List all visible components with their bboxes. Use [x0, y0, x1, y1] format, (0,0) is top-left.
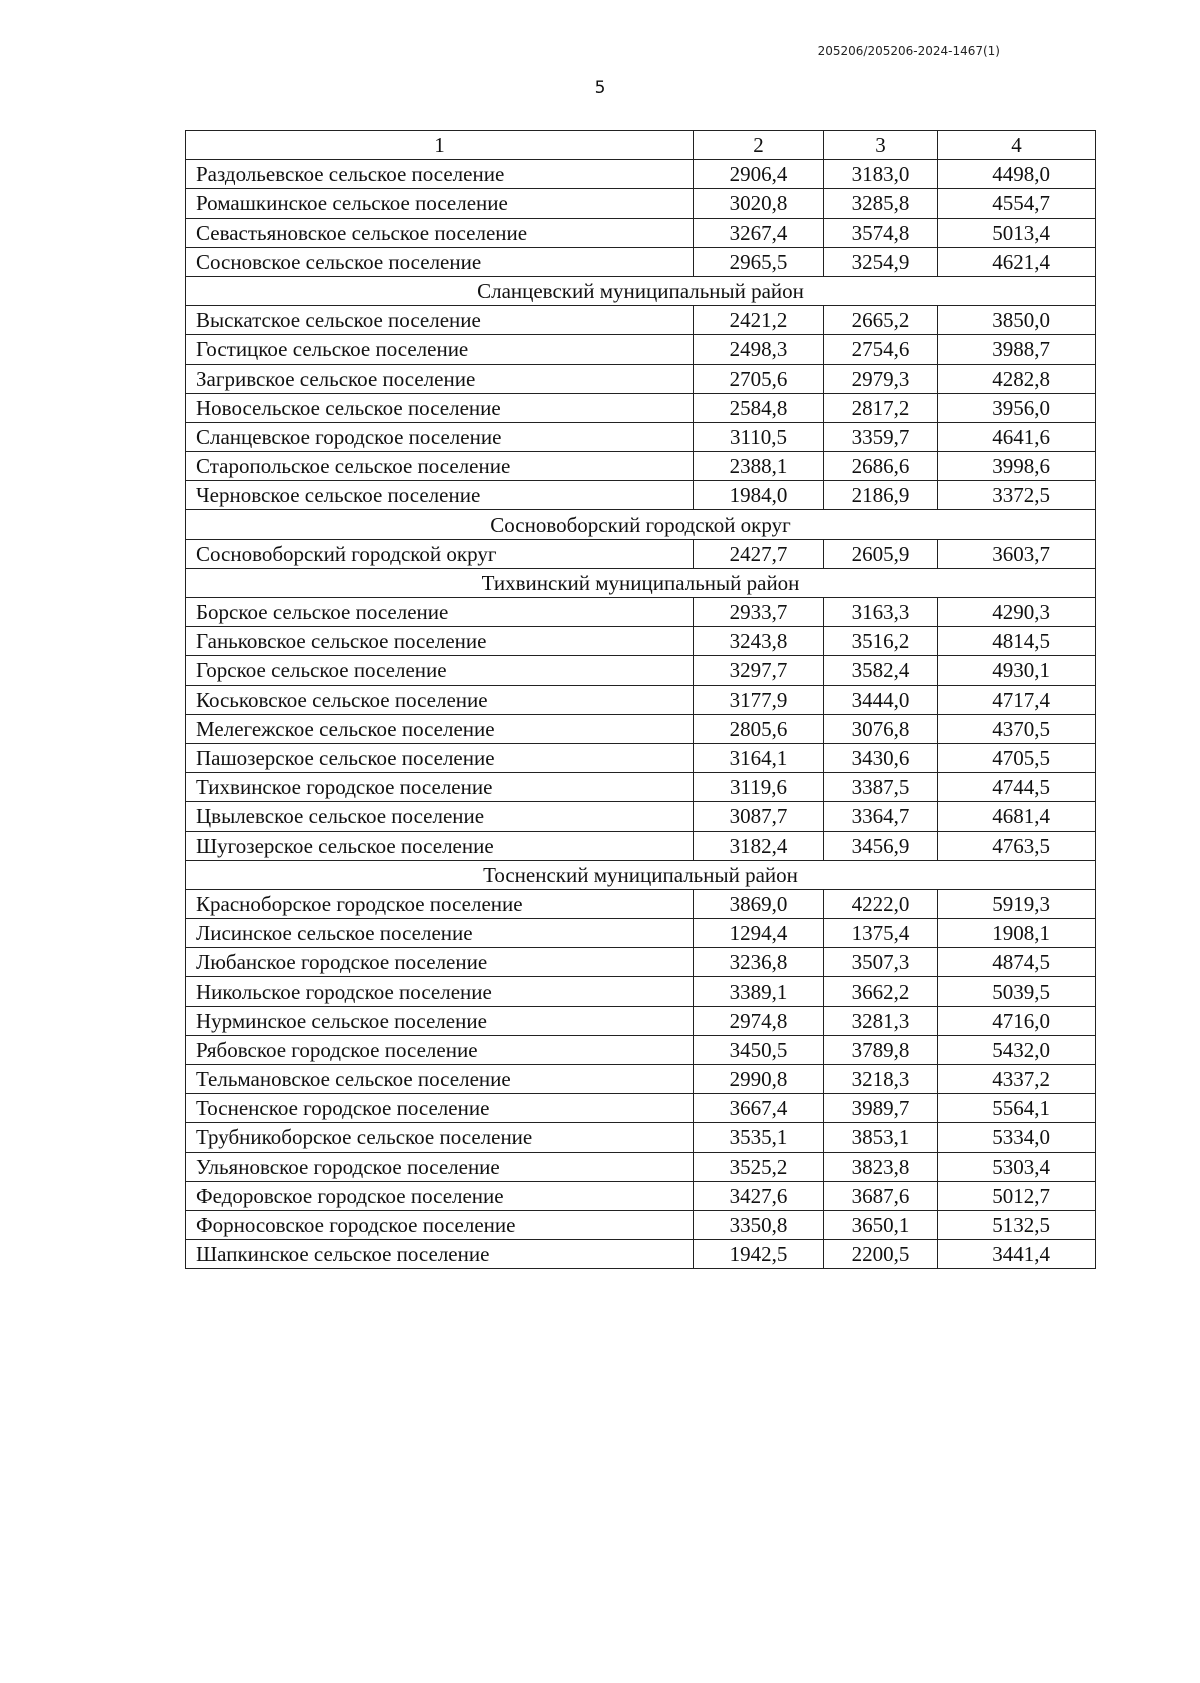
value-cell-col4: 4621,4: [938, 247, 1096, 276]
value-cell-col4: 5132,5: [938, 1210, 1096, 1239]
value-cell-col2: 2990,8: [694, 1065, 824, 1094]
table-row: [186, 1240, 1096, 1269]
value-cell-col2: 2974,8: [694, 1006, 824, 1035]
value-cell-col2: 1294,4: [694, 919, 824, 948]
value-cell-col3: 3853,1: [824, 1123, 938, 1152]
column-header-1: 1: [186, 131, 694, 160]
settlement-name-cell: Ганьковское сельское поселение: [186, 627, 694, 656]
settlement-name-cell: Рябовское городское поселение: [186, 1035, 694, 1064]
value-cell-col3: 3359,7: [824, 422, 938, 451]
table-row: [186, 656, 1096, 685]
table-row: [186, 539, 1096, 568]
settlement-name-cell: Загривское сельское поселение: [186, 364, 694, 393]
value-cell-col3: 3444,0: [824, 685, 938, 714]
table-row: [186, 1094, 1096, 1123]
value-cell-col2: 3297,7: [694, 656, 824, 685]
group-header-row: [186, 510, 1096, 539]
value-cell-col4: 5039,5: [938, 977, 1096, 1006]
value-cell-col2: 3119,6: [694, 773, 824, 802]
group-title: Тихвинский муниципальный район: [186, 568, 1096, 597]
settlement-name-cell: Коськовское сельское поселение: [186, 685, 694, 714]
table-row: [186, 831, 1096, 860]
table-row: [186, 1006, 1096, 1035]
value-cell-col2: 3667,4: [694, 1094, 824, 1123]
value-cell-col2: 3087,7: [694, 802, 824, 831]
settlement-name-cell: Цвылевское сельское поселение: [186, 802, 694, 831]
table-row: [186, 743, 1096, 772]
value-cell-col4: 5432,0: [938, 1035, 1096, 1064]
settlement-name-cell: Мелегежское сельское поселение: [186, 714, 694, 743]
column-header-2: 2: [694, 131, 824, 160]
value-cell-col4: 4282,8: [938, 364, 1096, 393]
table-body: [186, 160, 1096, 1269]
settlement-name-cell: Шугозерское сельское поселение: [186, 831, 694, 860]
table-row: [186, 189, 1096, 218]
value-cell-col3: 3218,3: [824, 1065, 938, 1094]
table-row: [186, 685, 1096, 714]
value-cell-col2: 3525,2: [694, 1152, 824, 1181]
value-cell-col3: 2817,2: [824, 393, 938, 422]
value-cell-col4: 4744,5: [938, 773, 1096, 802]
value-cell-col3: 3364,7: [824, 802, 938, 831]
value-cell-col2: 3350,8: [694, 1210, 824, 1239]
settlement-name-cell: Тосненское городское поселение: [186, 1094, 694, 1123]
value-cell-col3: 3430,6: [824, 743, 938, 772]
table-row: [186, 802, 1096, 831]
value-cell-col3: 3285,8: [824, 189, 938, 218]
settlement-name-cell: Трубникоборское сельское поселение: [186, 1123, 694, 1152]
value-cell-col3: 3281,3: [824, 1006, 938, 1035]
value-cell-col3: 3662,2: [824, 977, 938, 1006]
value-cell-col3: 2686,6: [824, 452, 938, 481]
group-header-row: [186, 568, 1096, 597]
settlement-name-cell: Борское сельское поселение: [186, 598, 694, 627]
value-cell-col3: 3989,7: [824, 1094, 938, 1123]
table-row: [186, 598, 1096, 627]
settlement-name-cell: Старопольское сельское поселение: [186, 452, 694, 481]
group-title: Тосненский муниципальный район: [186, 860, 1096, 889]
value-cell-col4: 5303,4: [938, 1152, 1096, 1181]
value-cell-col4: 4814,5: [938, 627, 1096, 656]
table-row: [186, 364, 1096, 393]
settlement-name-cell: Пашозерское сельское поселение: [186, 743, 694, 772]
value-cell-col4: 3850,0: [938, 306, 1096, 335]
table-row: [186, 919, 1096, 948]
value-cell-col4: 5919,3: [938, 889, 1096, 918]
value-cell-col3: 3387,5: [824, 773, 938, 802]
settlement-name-cell: Сосновоборский городской округ: [186, 539, 694, 568]
value-cell-col4: 4641,6: [938, 422, 1096, 451]
value-cell-col2: 2906,4: [694, 160, 824, 189]
value-cell-col2: 2965,5: [694, 247, 824, 276]
value-cell-col2: 2498,3: [694, 335, 824, 364]
value-cell-col3: 3456,9: [824, 831, 938, 860]
value-cell-col4: 5334,0: [938, 1123, 1096, 1152]
value-cell-col3: 3789,8: [824, 1035, 938, 1064]
table-row: [186, 1123, 1096, 1152]
column-header-4: 4: [938, 131, 1096, 160]
value-cell-col2: 3535,1: [694, 1123, 824, 1152]
value-cell-col2: 3243,8: [694, 627, 824, 656]
value-cell-col3: 3823,8: [824, 1152, 938, 1181]
value-cell-col2: 1984,0: [694, 481, 824, 510]
value-cell-col4: 4681,4: [938, 802, 1096, 831]
value-cell-col2: 3450,5: [694, 1035, 824, 1064]
value-cell-col4: 4498,0: [938, 160, 1096, 189]
table-row: [186, 306, 1096, 335]
settlement-name-cell: Ульяновское городское поселение: [186, 1152, 694, 1181]
table-row: [186, 160, 1096, 189]
value-cell-col2: 2933,7: [694, 598, 824, 627]
value-cell-col2: 3164,1: [694, 743, 824, 772]
settlement-name-cell: Раздольевское сельское поселение: [186, 160, 694, 189]
table-row: [186, 977, 1096, 1006]
settlement-name-cell: Лисинское сельское поселение: [186, 919, 694, 948]
value-cell-col2: 3177,9: [694, 685, 824, 714]
value-cell-col4: 4717,4: [938, 685, 1096, 714]
table-row: [186, 1181, 1096, 1210]
value-cell-col3: 2665,2: [824, 306, 938, 335]
group-header-row: [186, 860, 1096, 889]
settlement-name-cell: Новосельское сельское поселение: [186, 393, 694, 422]
value-cell-col3: 3687,6: [824, 1181, 938, 1210]
value-cell-col3: 2200,5: [824, 1240, 938, 1269]
table-row: [186, 889, 1096, 918]
value-cell-col2: 3020,8: [694, 189, 824, 218]
value-cell-col2: 3267,4: [694, 218, 824, 247]
value-cell-col4: 5564,1: [938, 1094, 1096, 1123]
value-cell-col2: 2584,8: [694, 393, 824, 422]
value-cell-col4: 5013,4: [938, 218, 1096, 247]
value-cell-col3: 3163,3: [824, 598, 938, 627]
value-cell-col3: 2186,9: [824, 481, 938, 510]
table-row: [186, 335, 1096, 364]
value-cell-col4: 4716,0: [938, 1006, 1096, 1035]
value-cell-col4: 3998,6: [938, 452, 1096, 481]
value-cell-col4: 3441,4: [938, 1240, 1096, 1269]
value-cell-col2: 2705,6: [694, 364, 824, 393]
settlement-name-cell: Шапкинское сельское поселение: [186, 1240, 694, 1269]
settlement-name-cell: Сланцевское городское поселение: [186, 422, 694, 451]
value-cell-col2: 3236,8: [694, 948, 824, 977]
value-cell-col2: 3869,0: [694, 889, 824, 918]
value-cell-col4: 4554,7: [938, 189, 1096, 218]
settlement-name-cell: Ромашкинское сельское поселение: [186, 189, 694, 218]
value-cell-col3: 2754,6: [824, 335, 938, 364]
value-cell-col2: 2388,1: [694, 452, 824, 481]
value-cell-col3: 3507,3: [824, 948, 938, 977]
settlement-name-cell: Гостицкое сельское поселение: [186, 335, 694, 364]
value-cell-col3: 2605,9: [824, 539, 938, 568]
group-title: Сосновоборский городской округ: [186, 510, 1096, 539]
value-cell-col2: 2805,6: [694, 714, 824, 743]
page-number: 5: [594, 78, 606, 98]
value-cell-col3: 3254,9: [824, 247, 938, 276]
value-cell-col3: 4222,0: [824, 889, 938, 918]
table-row: [186, 1035, 1096, 1064]
column-header-3: 3: [824, 131, 938, 160]
table-row: [186, 1065, 1096, 1094]
value-cell-col4: 4930,1: [938, 656, 1096, 685]
value-cell-col2: 3389,1: [694, 977, 824, 1006]
settlement-name-cell: Выскатское сельское поселение: [186, 306, 694, 335]
value-cell-col4: 1908,1: [938, 919, 1096, 948]
value-cell-col4: 4763,5: [938, 831, 1096, 860]
value-cell-col4: 3956,0: [938, 393, 1096, 422]
table-row: [186, 481, 1096, 510]
settlement-name-cell: Тихвинское городское поселение: [186, 773, 694, 802]
group-header-row: [186, 276, 1096, 305]
settlement-name-cell: Сосновское сельское поселение: [186, 247, 694, 276]
value-cell-col2: 3427,6: [694, 1181, 824, 1210]
table-header-row: [186, 131, 1096, 160]
document-number: 205206/205206-2024-1467(1): [817, 44, 1000, 58]
value-cell-col3: 3183,0: [824, 160, 938, 189]
table-row: [186, 422, 1096, 451]
value-cell-col3: 3516,2: [824, 627, 938, 656]
value-cell-col4: 4874,5: [938, 948, 1096, 977]
value-cell-col4: 3603,7: [938, 539, 1096, 568]
settlement-name-cell: Черновское сельское поселение: [186, 481, 694, 510]
value-cell-col2: 1942,5: [694, 1240, 824, 1269]
value-cell-col4: 3988,7: [938, 335, 1096, 364]
settlement-name-cell: Горское сельское поселение: [186, 656, 694, 685]
value-cell-col4: 4705,5: [938, 743, 1096, 772]
value-cell-col2: 3110,5: [694, 422, 824, 451]
value-cell-col3: 3650,1: [824, 1210, 938, 1239]
value-cell-col3: 1375,4: [824, 919, 938, 948]
group-title: Сланцевский муниципальный район: [186, 276, 1096, 305]
table-row: [186, 627, 1096, 656]
settlement-name-cell: Никольское городское поселение: [186, 977, 694, 1006]
table-row: [186, 714, 1096, 743]
value-cell-col3: 3076,8: [824, 714, 938, 743]
value-cell-col2: 3182,4: [694, 831, 824, 860]
value-cell-col4: 4370,5: [938, 714, 1096, 743]
value-cell-col3: 3574,8: [824, 218, 938, 247]
settlement-name-cell: Нурминское сельское поселение: [186, 1006, 694, 1035]
settlement-name-cell: Красноборское городское поселение: [186, 889, 694, 918]
value-cell-col3: 2979,3: [824, 364, 938, 393]
value-cell-col2: 2427,7: [694, 539, 824, 568]
table-row: [186, 452, 1096, 481]
settlement-name-cell: Любанское городское поселение: [186, 948, 694, 977]
table-row: [186, 1210, 1096, 1239]
value-cell-col4: 4337,2: [938, 1065, 1096, 1094]
value-cell-col4: 3372,5: [938, 481, 1096, 510]
table-row: [186, 948, 1096, 977]
settlement-name-cell: Севастьяновское сельское поселение: [186, 218, 694, 247]
value-cell-col3: 3582,4: [824, 656, 938, 685]
table-row: [186, 247, 1096, 276]
settlements-table: [185, 130, 1096, 1269]
settlement-name-cell: Форносовское городское поселение: [186, 1210, 694, 1239]
table-row: [186, 393, 1096, 422]
value-cell-col4: 4290,3: [938, 598, 1096, 627]
table-row: [186, 218, 1096, 247]
settlement-name-cell: Тельмановское сельское поселение: [186, 1065, 694, 1094]
table-row: [186, 1152, 1096, 1181]
value-cell-col4: 5012,7: [938, 1181, 1096, 1210]
settlement-name-cell: Федоровское городское поселение: [186, 1181, 694, 1210]
table-row: [186, 773, 1096, 802]
value-cell-col2: 2421,2: [694, 306, 824, 335]
